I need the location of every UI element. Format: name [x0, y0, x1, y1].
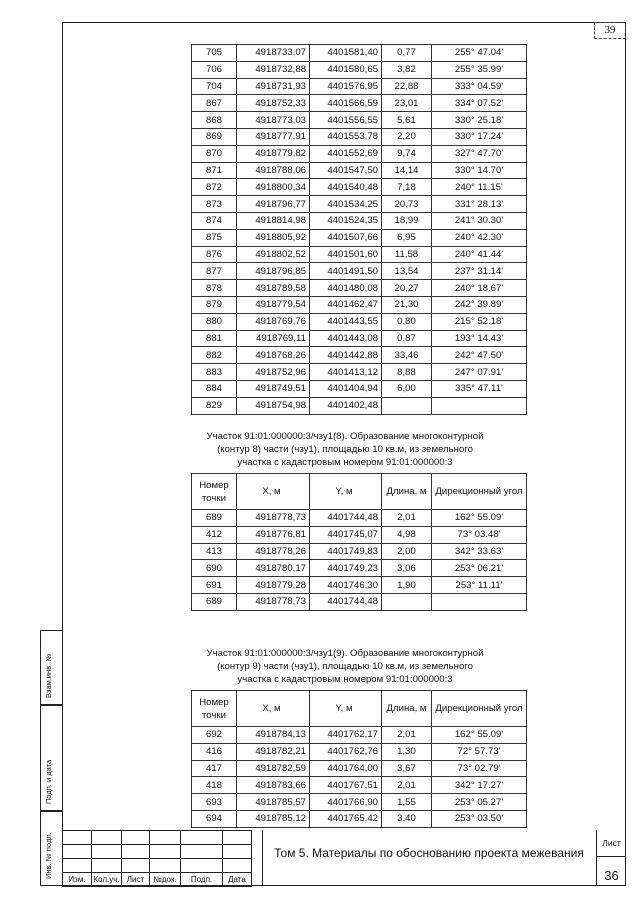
table-row [192, 810, 527, 827]
table-cell: 872 [192, 179, 237, 196]
table-cell: 882 [192, 347, 237, 364]
table-cell: 73° 03.48' [432, 526, 527, 543]
table-cell: 4918782,59 [237, 760, 310, 777]
column-header: Дирекционный угол [432, 691, 527, 727]
table-cell: 4918769,11 [237, 330, 310, 347]
column-header: X, м [237, 474, 310, 510]
table-cell: 4918768,26 [237, 347, 310, 364]
table-cell: 4918752,33 [237, 95, 310, 112]
table-cell: 871 [192, 162, 237, 179]
coordinates-table-1 [191, 44, 527, 415]
table-cell: 4401462,47 [310, 296, 382, 313]
table-row [192, 577, 527, 594]
table-cell: 4401745,07 [310, 526, 382, 543]
table-cell: 193° 14.43' [432, 330, 527, 347]
table-cell: 4401556,55 [310, 112, 382, 129]
table-cell: 335° 47.11' [432, 380, 527, 397]
table-cell: 4401767,51 [310, 777, 382, 794]
table-cell: 706 [192, 61, 237, 78]
table-cell: 237° 31.14' [432, 263, 527, 280]
table-cell: 342° 17.27' [432, 777, 527, 794]
side-label: Инв. № подл. [44, 832, 53, 879]
table-cell: 255° 35.99' [432, 61, 527, 78]
table-row [192, 380, 527, 397]
table-cell: 2,01 [382, 727, 432, 744]
coordinates-table-3 [191, 690, 527, 828]
stamp-col-label: Подп. [181, 873, 223, 887]
table-row [192, 78, 527, 95]
table-cell: 215° 52.18' [432, 313, 527, 330]
table-cell: 4918789,58 [237, 280, 310, 297]
table-cell: 4918814,98 [237, 212, 310, 229]
table-cell: 240° 18.67' [432, 280, 527, 297]
side-cell-inventory [40, 811, 63, 886]
table-row [192, 560, 527, 577]
table-cell: 240° 11.15' [432, 179, 527, 196]
column-header: X, м [237, 691, 310, 727]
table-cell: 3,40 [382, 810, 432, 827]
table-cell: 4401766,90 [310, 794, 382, 811]
table-cell: 878 [192, 280, 237, 297]
table-cell: 8,88 [382, 364, 432, 381]
title-block-grid [62, 830, 252, 887]
table-cell: 242° 39.89' [432, 296, 527, 313]
table-cell [432, 397, 527, 414]
table-cell: 330° 17.24' [432, 128, 527, 145]
table-cell: 873 [192, 196, 237, 213]
table-cell: 4401491,50 [310, 263, 382, 280]
document-title: Том 5. Материалы по обоснованию проекта межевания [274, 846, 584, 860]
caption-line: (контур 8) части (чзу1), площадью 10 кв.м, из земельного [217, 444, 473, 455]
table-cell: 413 [192, 543, 237, 560]
table-cell: 4918788,06 [237, 162, 310, 179]
table-cell: 4401749,23 [310, 560, 382, 577]
table-cell: 4401501,60 [310, 246, 382, 263]
table-cell: 868 [192, 112, 237, 129]
table-cell: 880 [192, 313, 237, 330]
table-cell: 4918778,26 [237, 543, 310, 560]
table-row [192, 593, 527, 610]
table-row [192, 330, 527, 347]
table-cell: 691 [192, 577, 237, 594]
table-cell: 4401442,88 [310, 347, 382, 364]
table-cell: 4401540,48 [310, 179, 382, 196]
table-row [192, 45, 527, 62]
table-row [192, 280, 527, 297]
table-cell: 4401443,55 [310, 313, 382, 330]
table-cell: 829 [192, 397, 237, 414]
table-cell: 2,01 [382, 777, 432, 794]
table-cell: 4401764,00 [310, 760, 382, 777]
table-cell: 3,82 [382, 61, 432, 78]
table-cell: 4401524,35 [310, 212, 382, 229]
table-cell: 4918777,91 [237, 128, 310, 145]
table-cell: 253° 05.27' [432, 794, 527, 811]
table-cell: 874 [192, 212, 237, 229]
table-row [192, 727, 527, 744]
table-cell: 4401404,94 [310, 380, 382, 397]
table-cell: 6,00 [382, 380, 432, 397]
table-cell: 2,00 [382, 543, 432, 560]
table-cell: 0,80 [382, 313, 432, 330]
table-cell: 4401566,59 [310, 95, 382, 112]
table-cell: 162° 55.09' [432, 727, 527, 744]
table-cell: 704 [192, 78, 237, 95]
table-cell: 4918796,77 [237, 196, 310, 213]
table-cell: 693 [192, 794, 237, 811]
table-row [192, 743, 527, 760]
table-cell: 4401534,25 [310, 196, 382, 213]
table-cell: 4918733,07 [237, 45, 310, 62]
table-cell [432, 593, 527, 610]
table-cell: 240° 41.44' [432, 246, 527, 263]
table-cell: 4918779,28 [237, 577, 310, 594]
table-cell: 11,58 [382, 246, 432, 263]
table-row [192, 212, 527, 229]
stamp-col-label: Кол.уч. [92, 873, 122, 887]
table-row [192, 145, 527, 162]
table-cell: 4401581,40 [310, 45, 382, 62]
table-row [192, 760, 527, 777]
table-cell: 4918780,17 [237, 560, 310, 577]
table-row [192, 777, 527, 794]
table-cell: 253° 11.11' [432, 577, 527, 594]
table-cell: 705 [192, 45, 237, 62]
table-cell: 4918785,12 [237, 810, 310, 827]
caption-line: (контур 9) части (чзу1), площадью 10 кв.м, из земельного [217, 661, 473, 672]
table-cell: 253° 03.50' [432, 810, 527, 827]
table-cell: 689 [192, 510, 237, 527]
table-row [192, 313, 527, 330]
table-cell: 2,01 [382, 510, 432, 527]
table-row [192, 543, 527, 560]
caption-line: участка с кадастровым номером 91:01:000000:3 [237, 674, 453, 685]
table-cell: 867 [192, 95, 237, 112]
table-row [192, 263, 527, 280]
table-cell: 247° 07.91' [432, 364, 527, 381]
table-cell: 4918732,88 [237, 61, 310, 78]
table-cell: 20,27 [382, 280, 432, 297]
side-label: Взам.инв. № [44, 653, 53, 698]
table-row [192, 347, 527, 364]
table-row [192, 179, 527, 196]
table-cell: 4401580,65 [310, 61, 382, 78]
table-cell: 9,74 [382, 145, 432, 162]
table-cell: 242° 47.50' [432, 347, 527, 364]
table-cell: 240° 42.30' [432, 229, 527, 246]
table-cell: 4401480,08 [310, 280, 382, 297]
table-row [192, 526, 527, 543]
table-cell: 4401547,50 [310, 162, 382, 179]
table-cell: 2,20 [382, 128, 432, 145]
table-row [192, 794, 527, 811]
table-cell: 4918773,03 [237, 112, 310, 129]
table-cell: 0,77 [382, 45, 432, 62]
table-cell: 0,87 [382, 330, 432, 347]
table-cell: 330° 25.18' [432, 112, 527, 129]
column-header: Y, м [310, 474, 382, 510]
table-cell: 4401762,17 [310, 727, 382, 744]
sheet-box [596, 830, 626, 886]
table-cell: 4918754,98 [237, 397, 310, 414]
table-cell: 4401413,12 [310, 364, 382, 381]
table-cell: 20,73 [382, 196, 432, 213]
table-cell: 72° 57.73' [432, 743, 527, 760]
table-cell: 342° 33.63' [432, 543, 527, 560]
table-cell: 884 [192, 380, 237, 397]
table-cell [382, 397, 432, 414]
table-cell: 1,30 [382, 743, 432, 760]
stamp-col-label: Изм. [63, 873, 92, 887]
table-cell: 18,99 [382, 212, 432, 229]
table-cell: 418 [192, 777, 237, 794]
table-row [192, 162, 527, 179]
table-cell: 241° 30.30' [432, 212, 527, 229]
table-cell: 4401744,48 [310, 510, 382, 527]
table-cell: 14,14 [382, 162, 432, 179]
caption-line: участка с кадастровым номером 91:01:000000:3 [237, 457, 453, 468]
table-cell: 4918731,93 [237, 78, 310, 95]
side-label: Подп. и дата [44, 759, 53, 804]
table-cell: 870 [192, 145, 237, 162]
table-cell: 1,90 [382, 577, 432, 594]
table-row [192, 61, 527, 78]
table-row [192, 196, 527, 213]
table-cell: 327° 47.70' [432, 145, 527, 162]
table-cell: 869 [192, 128, 237, 145]
table-cell: 416 [192, 743, 237, 760]
column-header: Дирекционный угол [432, 474, 527, 510]
stamp-col-label: Дата [223, 873, 252, 887]
stamp-col-label: №док. [150, 873, 181, 887]
coordinates-table-2 [191, 473, 527, 611]
table-row [192, 95, 527, 112]
caption-line: Участок 91:01:000000:3/чзу1(9). Образование многоконтурной [206, 648, 484, 659]
table-row [192, 246, 527, 263]
table-cell: 5,61 [382, 112, 432, 129]
table-cell: 690 [192, 560, 237, 577]
side-cell-replacement [40, 630, 63, 705]
column-header: Y, м [310, 691, 382, 727]
table-cell: 4401765,42 [310, 810, 382, 827]
table-cell: 689 [192, 593, 237, 610]
table-cell: 876 [192, 246, 237, 263]
table-header-row [192, 474, 527, 510]
table-cell: 7,18 [382, 179, 432, 196]
table-cell: 881 [192, 330, 237, 347]
section-8-caption [172, 430, 518, 469]
table-cell: 3,06 [382, 560, 432, 577]
table-cell: 417 [192, 760, 237, 777]
table-row [192, 397, 527, 414]
table-cell: 3,67 [382, 760, 432, 777]
table-row [192, 364, 527, 381]
table-cell: 331° 28.13' [432, 196, 527, 213]
table-cell: 13,54 [382, 263, 432, 280]
table-cell: 4918785,57 [237, 794, 310, 811]
table-cell: 4918783,66 [237, 777, 310, 794]
sheet-label: Лист [602, 838, 621, 848]
table-cell: 253° 06.21' [432, 560, 527, 577]
table-cell: 4401402,48 [310, 397, 382, 414]
table-cell: 330° 14.70' [432, 162, 527, 179]
table-cell: 4918796,85 [237, 263, 310, 280]
column-header: Длина, м [382, 691, 432, 727]
column-header: Номер точки [192, 474, 237, 510]
stamp-col-label: Лист [122, 873, 150, 887]
table-cell: 4401744,48 [310, 593, 382, 610]
table-cell: 73° 02.79' [432, 760, 527, 777]
table-cell: 4401576,95 [310, 78, 382, 95]
table-cell: 4401507,66 [310, 229, 382, 246]
table-cell: 4918800,34 [237, 179, 310, 196]
table-cell: 33,46 [382, 347, 432, 364]
table-cell: 333° 04.59' [432, 78, 527, 95]
column-header: Длина, м [382, 474, 432, 510]
table-header-row [192, 691, 527, 727]
table-row [192, 112, 527, 129]
table-cell: 4918805,92 [237, 229, 310, 246]
table-cell: 255° 47.04' [432, 45, 527, 62]
table-cell: 412 [192, 526, 237, 543]
table-cell: 694 [192, 810, 237, 827]
table-cell: 4401749,83 [310, 543, 382, 560]
table-cell [382, 593, 432, 610]
side-cell-signature [40, 705, 63, 811]
table-row [192, 510, 527, 527]
section-9-caption [172, 647, 518, 686]
sheet-number: 36 [604, 868, 619, 883]
table-cell: 4918778,73 [237, 593, 310, 610]
table-cell: 22,88 [382, 78, 432, 95]
table-cell: 334° 07.52' [432, 95, 527, 112]
column-header: Номер точки [192, 691, 237, 727]
table-cell: 4918782,21 [237, 743, 310, 760]
table-cell: 23,01 [382, 95, 432, 112]
table-cell: 4918749,51 [237, 380, 310, 397]
table-cell: 877 [192, 263, 237, 280]
table-row [192, 229, 527, 246]
table-row [192, 296, 527, 313]
table-cell: 875 [192, 229, 237, 246]
table-cell: 4918778,73 [237, 510, 310, 527]
table-cell: 6,95 [382, 229, 432, 246]
table-cell: 4918784,13 [237, 727, 310, 744]
table-cell: 4918776,81 [237, 526, 310, 543]
table-cell: 879 [192, 296, 237, 313]
table-cell: 1,55 [382, 794, 432, 811]
table-cell: 4,98 [382, 526, 432, 543]
table-cell: 4401443,08 [310, 330, 382, 347]
caption-line: Участок 91:01:000000:3/чзу1(8). Образование многоконтурной [206, 431, 484, 442]
table-cell: 162° 55.09' [432, 510, 527, 527]
table-cell: 4918769,76 [237, 313, 310, 330]
page-number-box: 39 [594, 22, 626, 39]
table-cell: 4401762,76 [310, 743, 382, 760]
table-row [192, 128, 527, 145]
table-cell: 692 [192, 727, 237, 744]
table-cell: 4401552,69 [310, 145, 382, 162]
table-cell: 21,30 [382, 296, 432, 313]
table-cell: 4918779,82 [237, 145, 310, 162]
table-cell: 4401553,78 [310, 128, 382, 145]
table-cell: 883 [192, 364, 237, 381]
table-cell: 4918779,54 [237, 296, 310, 313]
table-cell: 4918752,96 [237, 364, 310, 381]
table-cell: 4918802,52 [237, 246, 310, 263]
table-cell: 4401746,30 [310, 577, 382, 594]
